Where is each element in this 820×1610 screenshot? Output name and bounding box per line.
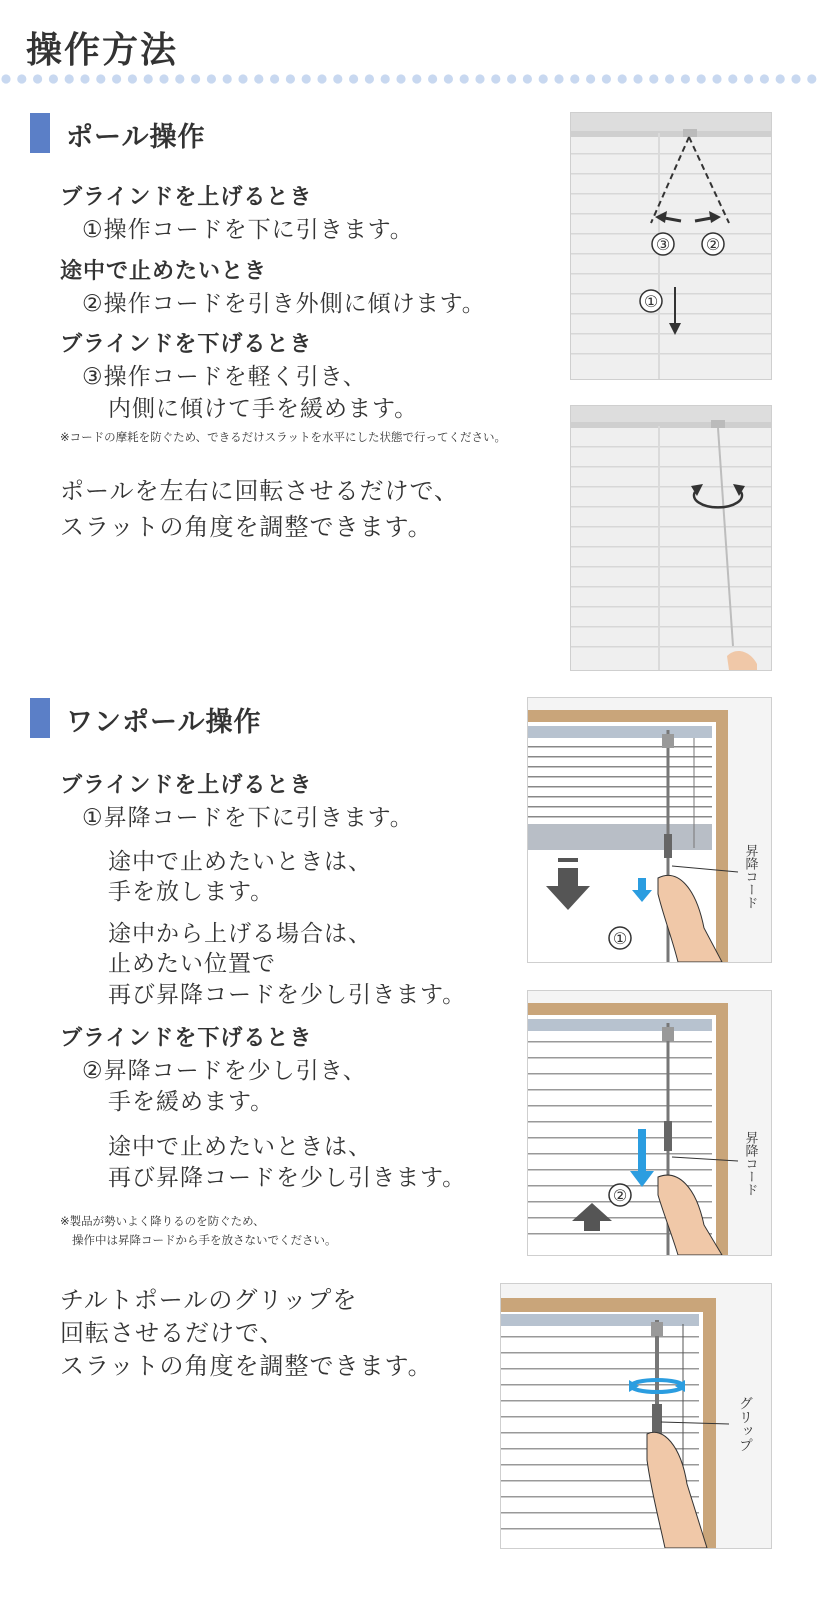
divider-dot [586, 74, 595, 83]
step-2-mark: ② [612, 1186, 628, 1205]
tilt-text-1: チルトポールのグリップを [60, 1286, 358, 1314]
divider-dot [238, 74, 247, 83]
divider-dot [128, 74, 137, 83]
pole-operation-illustration [570, 112, 772, 380]
step-1-mark: ① [612, 929, 628, 948]
note-1: ※製品が勢いよく降りるのを防ぐため、 [60, 1214, 265, 1228]
raise-step: ①操作コードを下に引きます。 [82, 217, 414, 243]
tilt-text-2: スラットの角度を調整できます。 [60, 513, 433, 541]
divider-dot [602, 74, 611, 83]
tilt-text-1: ポールを左右に回転させるだけで、 [60, 477, 460, 505]
divider-dot [633, 74, 642, 83]
section-marker [30, 113, 50, 153]
divider-dot [175, 74, 184, 83]
divider-dot [286, 74, 295, 83]
divider-dot [554, 74, 563, 83]
note: ※コードの摩耗を防ぐため、できるだけスラットを水平にした状態で行ってください。 [60, 430, 506, 444]
cord-label: 昇降コード [742, 1131, 758, 1196]
divider-dot [333, 74, 342, 83]
lower-heading: ブラインドを下げるとき [60, 1026, 313, 1051]
divider-dot [270, 74, 279, 83]
divider-dot [80, 74, 89, 83]
divider-dot [112, 74, 121, 83]
divider-dot [776, 74, 785, 83]
divider-dot [618, 74, 627, 83]
lower-step-1: ②昇降コードを少し引き、 [82, 1058, 367, 1084]
lower-sub-1: 途中で止めたいときは、 [108, 1134, 372, 1160]
tilt-text-3: スラットの角度を調整できます。 [60, 1352, 433, 1380]
raise-sub-2c: 再び昇降コードを少し引きます。 [108, 982, 467, 1008]
divider-dot [381, 74, 390, 83]
divider-dot [460, 74, 469, 83]
divider-dot [317, 74, 326, 83]
one-pole-raise-illustration [527, 697, 772, 963]
divider-dot [302, 74, 311, 83]
divider-dot [760, 74, 769, 83]
dotted-divider [0, 72, 820, 86]
raise-sub-1a: 途中で止めたいときは、 [108, 849, 372, 875]
step-2-mark: ② [705, 235, 721, 254]
divider-dot [712, 74, 721, 83]
lower-sub-2: 再び昇降コードを少し引きます。 [108, 1165, 467, 1191]
page-title: 操作方法 [26, 30, 179, 71]
note-2: 操作中は昇降コードから手を放さないでください。 [72, 1233, 337, 1247]
divider-dot [159, 74, 168, 83]
section-title: ワンポール操作 [66, 707, 262, 738]
tilt-text-2: 回転させるだけで、 [60, 1319, 285, 1347]
one-pole-lower-illustration [527, 990, 772, 1256]
divider-dot [507, 74, 516, 83]
divider-dot [254, 74, 263, 83]
divider-dot [728, 74, 737, 83]
divider-dot [65, 74, 74, 83]
raise-sub-2a: 途中から上げる場合は、 [108, 921, 372, 947]
lower-step-1: ③操作コードを軽く引き、 [82, 364, 367, 390]
raise-heading: ブラインドを上げるとき [60, 185, 313, 210]
grip-label: グリップ [737, 1396, 753, 1452]
divider-dot [349, 74, 358, 83]
divider-dot [649, 74, 658, 83]
grip-rotation-illustration [500, 1283, 772, 1549]
pole-rotation-illustration [570, 405, 772, 671]
divider-dot [144, 74, 153, 83]
divider-dot [523, 74, 532, 83]
divider-dot [396, 74, 405, 83]
section-marker [30, 698, 50, 738]
divider-dot [475, 74, 484, 83]
divider-dot [33, 74, 42, 83]
divider-dot [539, 74, 548, 83]
divider-dot [681, 74, 690, 83]
divider-dot [207, 74, 216, 83]
section-title: ポール操作 [66, 122, 206, 153]
lower-step-2: 内側に傾けて手を緩めます。 [108, 396, 419, 422]
lower-heading: ブラインドを下げるとき [60, 332, 313, 357]
step-3-mark: ③ [655, 235, 671, 254]
divider-dot [665, 74, 674, 83]
raise-heading: ブラインドを上げるとき [60, 773, 313, 798]
stop-heading: 途中で止めたいとき [60, 259, 268, 284]
divider-dot [1, 74, 10, 83]
divider-dot [412, 74, 421, 83]
divider-dot [96, 74, 105, 83]
divider-dot [791, 74, 800, 83]
divider-dot [744, 74, 753, 83]
divider-dot [223, 74, 232, 83]
cord-label: 昇降コード [742, 844, 758, 909]
divider-dot [807, 74, 816, 83]
divider-dot [365, 74, 374, 83]
stop-step: ②操作コードを引き外側に傾けます。 [82, 291, 486, 317]
raise-sub-2b: 止めたい位置で [108, 951, 276, 977]
divider-dot [444, 74, 453, 83]
step-1-mark: ① [643, 292, 659, 311]
divider-dot [697, 74, 706, 83]
divider-dot [570, 74, 579, 83]
lower-step-2: 手を緩めます。 [108, 1089, 275, 1115]
divider-dot [491, 74, 500, 83]
divider-dot [17, 74, 26, 83]
raise-sub-1b: 手を放します。 [108, 879, 275, 905]
divider-dot [428, 74, 437, 83]
raise-step: ①昇降コードを下に引きます。 [82, 805, 414, 831]
divider-dot [49, 74, 58, 83]
divider-dot [191, 74, 200, 83]
